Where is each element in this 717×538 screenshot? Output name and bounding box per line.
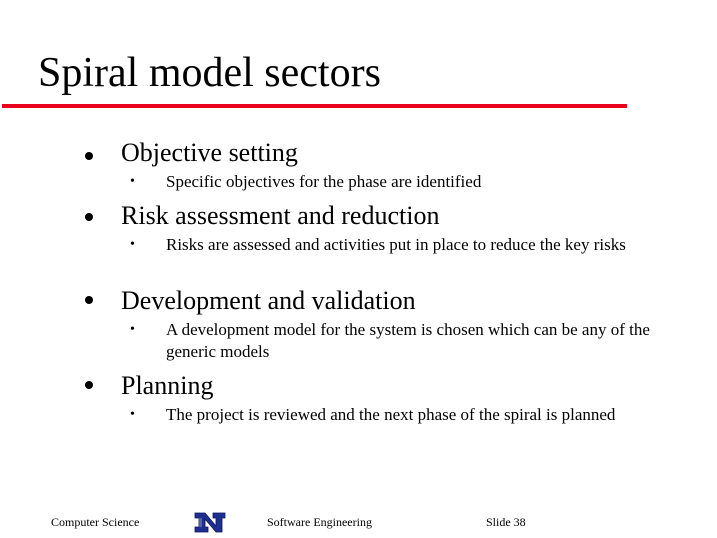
bullet-dot-icon: [85, 296, 93, 304]
slide-number: Slide 38: [486, 515, 526, 529]
sub-bullet-icon: •: [130, 237, 135, 252]
bullet-dot-icon: [85, 381, 93, 389]
slide-title: Spiral model sectors: [38, 50, 381, 96]
sub-bullet-text: Specific objectives for the phase are identified: [166, 172, 482, 191]
sub-bullet-icon: •: [130, 174, 135, 189]
bullet-label: Objective setting: [121, 138, 298, 167]
sub-bullet-icon: •: [130, 322, 135, 337]
sub-bullet-text: Risks are assessed and activities put in place to reduce the key risks: [166, 235, 626, 254]
n-logo-icon: [193, 510, 227, 535]
bullet-label: Risk assessment and reduction: [121, 201, 440, 230]
bullet-label: Planning: [121, 371, 214, 400]
bullet-dot-icon: [85, 152, 93, 160]
bullet-dot-icon: [85, 213, 93, 221]
bullet-label: Development and validation: [121, 286, 416, 315]
sub-bullet-icon: •: [130, 407, 135, 422]
footer-department: Computer Science: [51, 515, 140, 529]
sub-bullet-text: The project is reviewed and the next phase of the spiral is planned: [166, 405, 616, 424]
sub-bullet-text: A development model for the system is chosen which can be any of the generic models: [166, 320, 650, 361]
footer-course: Software Engineering: [267, 515, 372, 529]
